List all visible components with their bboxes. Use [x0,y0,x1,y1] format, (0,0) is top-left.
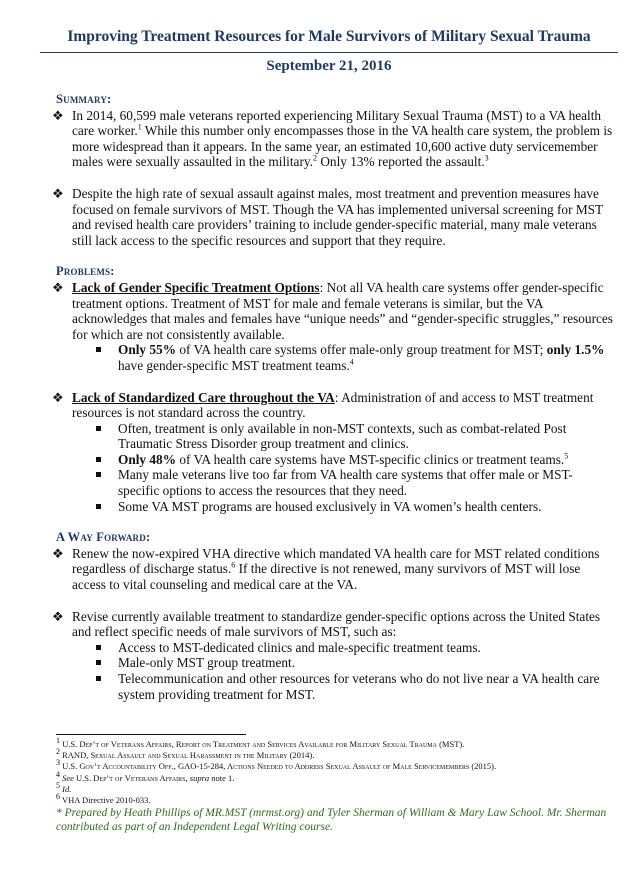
footnote-ref: 3 [484,153,489,163]
way-forward-heading: A Way Forward: [56,530,151,545]
diamond-bullet-icon: ❖ [52,608,64,624]
summary-item-1: ❖ In 2014, 60,599 male veterans reported experiencing Military Sexual Trauma (MST) to a VA health care worker.$^1$ While this number only encompasses those in the VA health care system, the problem is more widespread than it appears. In the same year, an estimated 10,600 active duty servicemember males were sexually assaulted in the military.$^2$ Only 13% reported the assault.$^3$ [52,107,613,170]
diamond-bullet-icon: ❖ [52,185,64,201]
document-date: September 21, 2016 [266,58,392,74]
way-forward-sub-1: Access to MST-dedicated clinics and male-specific treatment teams. [56,640,614,656]
square-bullet-icon [96,426,101,431]
footnote-ref: 4 [349,357,354,367]
footnote-2: $^2$ RAND, Sexual Assault and Sexual Harassment in the Military (2014). [56,747,315,761]
footnote-divider [56,734,246,735]
square-bullet-icon [96,660,101,665]
title-divider [40,52,618,53]
way-forward-sub-2: Male-only MST group treatment. [56,655,614,671]
problems-item-1: ❖ Lack of Gender Specific Treatment Options: Not all VA health care systems offer gender-specific treatment options. Treatment of MST for male and female veterans is similar, but the VA acknowledges that males and females have “unique needs” and “gender-specific struggles,” resources for which are not consistently available. [52,279,613,342]
way-forward-item-2: ❖ Revise currently available treatment to standardize gender-specific options across the United States and reflect specific needs of male survivors of MST, such as: [52,608,601,640]
footnote-3: $^3$ U.S. Gov’t Accountability Off., GAO-15-284, Actions Needed to Address Sexual Assault of Male Servicemembers (2015). [56,758,497,772]
way-forward-item-1: ❖ Renew the now-expired VHA directive which mandated VA health care for MST related conditions regardless of discharge status.$^6$ If the directive is not renewed, many survivors of MST will lose access to vital counseling and medical care at the VA. [52,545,600,593]
author-credit: * Prepared by Heath Phillips of MR.MST (mrmst.org) and Tyler Sherman of William & Mary Law School. Mr. Sherman contributed as part of an Independent Legal Writing course. [56,807,607,833]
footnote-6: $^6$ VHA Directive 2010-033. [56,792,151,806]
square-bullet-icon [96,472,101,477]
footnote-ref: 1 [137,122,142,132]
way-forward-sub-3: Telecommunication and other resources for veterans who do not live near a VA health care system providing treatment for MST. [56,671,614,702]
footnote-ref: 6 [231,561,236,571]
square-bullet-icon [96,347,101,352]
square-bullet-icon [96,676,101,681]
square-bullet-icon [96,457,101,462]
summary-heading: Summary: [56,92,112,106]
footnotes [56,736,618,834]
square-bullet-icon [96,645,101,650]
square-bullet-icon [96,504,101,509]
summary-item-2: ❖ Despite the high rate of sexual assault against males, most treatment and prevention measures have focused on female survivors of MST. Though the VA has implemented universal screening for MST and revised health care providers’ training to include gender-specific material, many male veterans still lack access to the specific resources and support that they require. [52,185,603,248]
problems-item-2-sub-3: Many male veterans live too far from VA health care systems that offer male or MST-specific options to access the resources that they need. [56,467,614,498]
footnote-1: $^1$ U.S. Dep’t of Veterans Affairs, Report on Treatment and Services Available for Military Sexual Trauma (MST). [56,736,465,749]
problems-item-2-sub-1: Often, treatment is only available in non-MST contexts, such as combat-related Post Traumatic Stress Disorder group treatment and clinics. [56,421,614,452]
problems-item-2: ❖ Lack of Standardized Care throughout the VA: Administration of and access to MST treatment resources is not standard across the country. [52,389,594,421]
problems-item-1-sub: Only 55% of VA health care systems offer male-only group treatment for MST; only 1.5% have gender-specific MST treatment teams.$^4$ [56,342,614,373]
problems-heading: Problems: [56,264,115,279]
diamond-bullet-icon: ❖ [52,107,64,123]
footnote-5: $^5$ Id. [56,780,72,794]
footnote-4: $^4$ See U.S. Dep’t of Veterans Affairs, supra note 1. [56,769,235,783]
problems-item-2-sub-4: Some VA MST programs are housed exclusively in VA women’s health centers. [56,499,614,515]
footnote-ref: 2 [313,153,317,163]
diamond-bullet-icon: ❖ [52,279,64,295]
document-body [52,92,614,702]
footnote-ref: 5 [564,451,569,461]
diamond-bullet-icon: ❖ [52,545,64,561]
page-title: Improving Treatment Resources for Male Survivors of Military Sexual Trauma [67,28,591,45]
problems-item-2-sub-2: Only 48% of VA health care systems have MST-specific clinics or treatment teams.$^5$ [56,452,614,468]
diamond-bullet-icon: ❖ [52,389,64,405]
